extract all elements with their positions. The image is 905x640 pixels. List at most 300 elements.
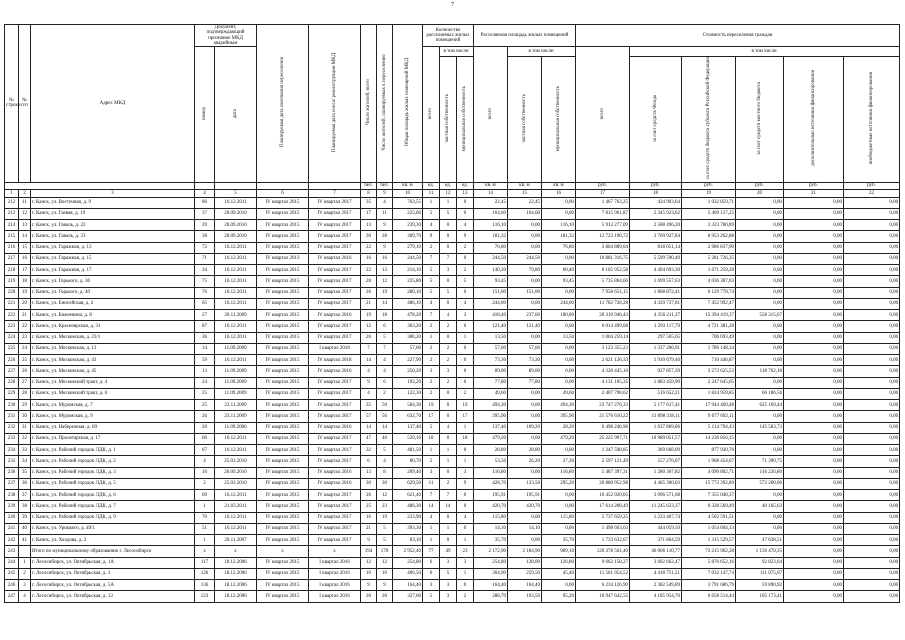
table-cell: 241 <box>5 523 19 534</box>
table-cell: IV квартал 2015 <box>257 388 309 399</box>
table-cell: г. Канск, ул. Горького, д. 40 <box>31 287 195 298</box>
table-cell: 0,00 <box>784 535 844 546</box>
table-cell: 21 <box>361 298 377 309</box>
table-cell: 1 699 557,63 <box>630 276 682 287</box>
table-cell: 20 310 946,43 <box>576 310 630 321</box>
table-cell: 195,91 <box>474 490 508 501</box>
table-cell: 0,00 <box>784 501 844 512</box>
table-row <box>5 242 900 253</box>
table-row <box>5 546 900 557</box>
table-cell: IV квартал 2015 <box>257 355 309 366</box>
table-cell: г. Канск, ул. Холдова, д. 2 <box>31 535 195 546</box>
table-cell: 73,30 <box>508 355 542 366</box>
table-cell: 215 <box>5 231 19 242</box>
table-cell: 7 958 651,15 <box>576 287 630 298</box>
table-cell: 20.11.2007 <box>215 535 257 546</box>
table-cell: x <box>257 546 309 557</box>
table-cell: 0,00 <box>542 343 576 354</box>
table-cell: 14 <box>19 231 31 242</box>
table-cell: 86 <box>195 197 215 208</box>
table-cell: 164,40 <box>508 580 542 591</box>
table-cell: 0,00 <box>784 197 844 208</box>
table-cell: г. Канск, ул. Восточная, д. 9 <box>31 197 195 208</box>
table-cell: 0,00 <box>736 208 784 219</box>
table-cell: IV квартал 2015 <box>257 220 309 231</box>
table-cell: 15 394 419,37 <box>682 310 736 321</box>
table-cell: 629,50 <box>393 478 423 489</box>
table-cell: 0 <box>440 220 457 231</box>
table-cell: 0 <box>457 580 474 591</box>
table-cell: 0,00 <box>542 377 576 388</box>
table-cell: 479,20 <box>474 433 508 444</box>
table-cell: 0,00 <box>736 343 784 354</box>
table-cell: x <box>195 546 215 557</box>
table-cell: 557 276,07 <box>630 456 682 467</box>
table-cell: 0 <box>457 197 474 208</box>
table-cell: 0,00 <box>844 287 900 298</box>
table-row <box>5 321 900 332</box>
table-cell: 181,32 <box>542 231 576 242</box>
table-cell: 0 <box>440 242 457 253</box>
table-cell: 558 315,67 <box>736 310 784 321</box>
table-cell: 3 <box>423 580 440 591</box>
table-cell: 7 <box>423 253 440 264</box>
table-cell: 16.12.2011 <box>215 355 257 366</box>
table-cell: 0,00 <box>784 490 844 501</box>
table-cell: 116 226,80 <box>736 467 784 478</box>
table-cell: 0,00 <box>784 467 844 478</box>
table-cell: 0 <box>440 467 457 478</box>
table-cell: 26 <box>361 287 377 298</box>
table-cell: 73 215 962,28 <box>682 546 736 557</box>
table-cell: 209,40 <box>393 467 423 478</box>
header-cost: Стоимость переселения граждан <box>576 25 900 47</box>
table-cell: 12 <box>377 557 393 568</box>
table-cell: 0,00 <box>844 445 900 456</box>
table-cell: 28 <box>377 231 393 242</box>
table-cell: 36 <box>195 332 215 343</box>
table-cell: 25 <box>195 388 215 399</box>
table-cell: IV квартал 2017 <box>309 242 361 253</box>
table-cell: IV квартал 2015 <box>257 310 309 321</box>
table-cell: 0,00 <box>784 231 844 242</box>
table-cell: 5 <box>377 445 393 456</box>
table-cell: 16.12.2011 <box>215 321 257 332</box>
table-cell: 5 <box>377 535 393 546</box>
table-cell: 16.12.2011 <box>215 265 257 276</box>
table-cell: 1 <box>423 445 440 456</box>
header-area-resettle: Расселяемая площадь жилых помещений <box>474 25 576 47</box>
table-cell: 0,00 <box>784 355 844 366</box>
table-cell: 67 <box>195 445 215 456</box>
table-cell: 479,20 <box>542 433 576 444</box>
header-including: в том числе: <box>440 47 474 57</box>
table-cell: 0,00 <box>844 366 900 377</box>
table-cell: 37 <box>19 490 31 501</box>
table-row <box>5 591 900 602</box>
header-subject: за счет средств бюджета субъекта Российской Федерации <box>682 57 736 183</box>
table-cell: 371 864,59 <box>630 535 682 546</box>
table-cell: 1 <box>457 568 474 579</box>
table-cell: 1 <box>423 332 440 343</box>
table-cell: 5 912 277,09 <box>576 220 630 231</box>
table-cell: 0,00 <box>508 388 542 399</box>
table-cell: 0,00 <box>736 433 784 444</box>
unit-cell <box>195 182 215 189</box>
table-cell: 11 <box>377 208 393 219</box>
table-cell: 0,00 <box>844 208 900 219</box>
table-cell: 225 <box>5 343 19 354</box>
table-cell: 72 <box>195 242 215 253</box>
table-cell: 1 <box>440 197 457 208</box>
table-cell: 5 <box>440 287 457 298</box>
table-cell: 5 114 794,43 <box>682 422 736 433</box>
table-cell: 235 <box>5 456 19 467</box>
table-cell: 0,00 <box>542 580 576 591</box>
table-cell: 25 <box>19 355 31 366</box>
table-cell: 30 <box>361 231 377 242</box>
header-municipal: муниципальная собственность <box>457 57 474 183</box>
table-cell: 14 <box>423 501 440 512</box>
header-planned-end: Планируемая дата окончания переселения <box>257 25 309 183</box>
table-cell: 5 <box>457 276 474 287</box>
header-document: Документ, подтверждающий признание МКД аварийным <box>195 25 257 47</box>
table-cell: 93,45 <box>542 276 576 287</box>
unit-cell <box>5 182 195 189</box>
table-cell: 45,40 <box>542 568 576 579</box>
table-row <box>5 478 900 489</box>
table-cell: 218 <box>5 265 19 276</box>
table-cell: 11 898 318,11 <box>630 411 682 422</box>
table-cell: 28,80 <box>508 445 542 456</box>
table-cell: 0,00 <box>844 400 900 411</box>
table-cell: 763,55 <box>393 197 423 208</box>
header-area-total2: всего <box>474 47 508 183</box>
table-cell: 486,10 <box>393 298 423 309</box>
table-cell: 0,00 <box>784 298 844 309</box>
table-cell: 4 721 381,28 <box>682 321 736 332</box>
table-cell: 9 <box>361 377 377 388</box>
table-cell: г. Канск, ул. Московская, д. 23/1 <box>31 332 195 343</box>
table-cell: IV квартал 2017 <box>309 265 361 276</box>
table-cell: 1 <box>19 557 31 568</box>
table-cell: 128,00 <box>508 557 542 568</box>
table-cell: 180,80 <box>542 310 576 321</box>
table-cell: 10 947 642,55 <box>576 591 630 602</box>
table-cell: 164,40 <box>474 580 508 591</box>
table-cell: 227 <box>5 366 19 377</box>
table-cell: 40 165,63 <box>736 501 784 512</box>
table-cell: 7 355 048,37 <box>682 490 736 501</box>
table-cell: 14 <box>361 355 377 366</box>
table-cell: 27 <box>195 310 215 321</box>
column-number: 5 <box>215 189 257 197</box>
column-number: 19 <box>682 189 736 197</box>
table-cell: 0,00 <box>542 445 576 456</box>
table-row <box>5 512 900 523</box>
table-cell: 19 <box>377 512 393 523</box>
table-cell: 217 <box>5 253 19 264</box>
table-cell: IV квартал 2015 <box>257 231 309 242</box>
table-cell: 9 <box>361 535 377 546</box>
table-cell: 428,70 <box>474 478 508 489</box>
table-cell: 0,00 <box>736 242 784 253</box>
header-planned-demolish: Планируемая дата сноса/ реконструкции МКД <box>309 25 361 183</box>
table-cell: I квартал 2016 <box>309 591 361 602</box>
table-cell: 16.12.2011 <box>215 253 257 264</box>
unit-cell: ед. <box>457 182 474 189</box>
table-cell: 25.03.2010 <box>215 478 257 489</box>
table-cell: 0,00 <box>736 355 784 366</box>
table-cell: 60,40 <box>542 265 576 276</box>
table-cell: 5 <box>423 591 440 602</box>
table-cell: 0,00 <box>784 253 844 264</box>
table-cell: 0,00 <box>736 512 784 523</box>
table-cell: 16 <box>361 253 377 264</box>
table-cell: г. Канск, ул. Рабочий городок ЛДК, д. 3 <box>31 467 195 478</box>
table-cell: г. Лесосибирск, ул. Октябрьская, д. 1А <box>31 557 195 568</box>
table-cell: IV квартал 2016 <box>309 253 361 264</box>
table-cell: 434 903,64 <box>630 197 682 208</box>
table-cell: 0,00 <box>736 321 784 332</box>
table-cell: 7 452 992,47 <box>682 298 736 309</box>
table-cell: 1 883 459,90 <box>630 377 682 388</box>
table-cell: 0,00 <box>844 332 900 343</box>
column-number: 12 <box>440 189 457 197</box>
table-cell: IV квартал 2017 <box>309 231 361 242</box>
table-cell: 8 <box>377 467 393 478</box>
table-cell: 1 <box>440 445 457 456</box>
unit-cell: руб. <box>682 182 736 189</box>
table-row <box>5 422 900 433</box>
table-cell: 0,00 <box>508 242 542 253</box>
table-cell: 0,00 <box>784 546 844 557</box>
table-cell: 2 621 126,33 <box>576 355 630 366</box>
table-cell: IV квартал 2016 <box>309 478 361 489</box>
header-area-total: Общая площадь жилых помещений МКД <box>393 25 423 183</box>
table-cell: 9 <box>423 231 440 242</box>
table-cell: 105 173,41 <box>736 591 784 602</box>
table-cell: 16 <box>19 253 31 264</box>
table-cell: 877 930,76 <box>682 445 736 456</box>
table-cell: 1 032 859,71 <box>682 197 736 208</box>
table-row <box>5 310 900 321</box>
table-cell: 6 658 514,44 <box>682 591 736 602</box>
table-cell: 0,00 <box>784 433 844 444</box>
table-cell: 0,00 <box>736 220 784 231</box>
table-cell: 18 <box>457 433 474 444</box>
table-cell: 18.12.2006 <box>215 580 257 591</box>
table-cell: 109,20 <box>508 422 542 433</box>
table-cell: IV квартал 2017 <box>309 501 361 512</box>
table-cell: 0,00 <box>508 220 542 231</box>
table-cell: 115,80 <box>474 512 508 523</box>
table-cell: 0,00 <box>736 276 784 287</box>
table-cell: 2 407 798,62 <box>576 388 630 399</box>
table-cell: IV квартал 2015 <box>257 400 309 411</box>
table-cell: 3 273 625,53 <box>682 366 736 377</box>
table-cell: IV квартал 2015 <box>257 366 309 377</box>
table-row <box>5 557 900 568</box>
table-cell: 34 <box>19 456 31 467</box>
table-cell: 116,80 <box>542 467 576 478</box>
table-cell: 236 <box>5 467 19 478</box>
unit-cell: кв. м <box>393 182 423 189</box>
column-number: 6 <box>257 189 309 197</box>
table-cell: 0,00 <box>844 310 900 321</box>
table-cell: IV квартал 2017 <box>309 197 361 208</box>
table-cell: 126,80 <box>542 557 576 568</box>
table-cell: 20 <box>195 422 215 433</box>
table-cell: 2 588 496,20 <box>630 220 682 231</box>
table-cell: IV квартал 2015 <box>257 298 309 309</box>
table-cell: 15 <box>19 242 31 253</box>
table-row <box>5 501 900 512</box>
table-cell: IV квартал 2015 <box>257 535 309 546</box>
table-cell: 29 <box>19 400 31 411</box>
table-cell: 0,00 <box>508 411 542 422</box>
table-cell: 192,20 <box>393 377 423 388</box>
table-cell: 1 004 259,14 <box>576 332 630 343</box>
table-cell: 572 260,06 <box>736 478 784 489</box>
table-cell: 230 <box>5 400 19 411</box>
table-cell: г. Канск, ул. Рабочий городок ЛДК, д. 5 <box>31 478 195 489</box>
table-cell: 37 <box>195 208 215 219</box>
table-cell: г. Канск, ул. Енисейская, д. 2 <box>31 298 195 309</box>
table-cell: IV квартал 2017 <box>309 456 361 467</box>
table-cell: 1 <box>423 523 440 534</box>
header-rooms-count: Количество расселяемых жилых помещений <box>423 25 474 47</box>
table-cell: 4 <box>377 355 393 366</box>
column-number: 10 <box>393 189 423 197</box>
table-cell: IV квартал 2015 <box>257 591 309 602</box>
table-cell: 4 131 105,35 <box>576 377 630 388</box>
table-cell: 4 185 954,70 <box>630 591 682 602</box>
header-doc-number: номер <box>195 47 215 183</box>
column-number: 2 <box>19 189 31 197</box>
column-number: 18 <box>630 189 682 197</box>
table-cell: 69 <box>195 490 215 501</box>
table-cell: 444 059,50 <box>630 523 682 534</box>
table-cell: 4 036 307,03 <box>682 276 736 287</box>
table-cell: 309,70 <box>393 231 423 242</box>
table-cell: 0,00 <box>784 512 844 523</box>
table-cell: 297 565,65 <box>630 332 682 343</box>
table-cell: 3 123 355,23 <box>576 343 630 354</box>
table-cell: 494,30 <box>542 400 576 411</box>
table-cell: 151,00 <box>474 287 508 298</box>
table-cell: 0,00 <box>508 231 542 242</box>
table-cell: 0,00 <box>784 388 844 399</box>
table-cell: 57,60 <box>393 343 423 354</box>
table-cell: 395,90 <box>542 411 576 422</box>
table-cell: 18.12.2006 <box>215 557 257 568</box>
table-cell: IV квартал 2018 <box>309 355 361 366</box>
table-cell: 18 <box>19 276 31 287</box>
table-cell: 40 <box>19 523 31 534</box>
table-cell: IV квартал 2017 <box>309 445 361 456</box>
table-row <box>5 253 900 264</box>
table-cell: 11 782 728,28 <box>576 298 630 309</box>
table-cell: 5 487 397,31 <box>576 467 630 478</box>
table-cell: IV квартал 2017 <box>309 321 361 332</box>
table-cell: 239 <box>5 501 19 512</box>
table-cell: IV квартал 2015 <box>257 332 309 343</box>
table-cell: 77,80 <box>474 377 508 388</box>
table-cell: 237,60 <box>508 310 542 321</box>
table-cell: IV квартал 2017 <box>309 512 361 523</box>
table-cell: 38 <box>195 231 215 242</box>
table-cell: 0,00 <box>784 276 844 287</box>
table-cell: IV квартал 2017 <box>309 377 361 388</box>
table-cell: 25.03.2010 <box>215 456 257 467</box>
table-cell: 34 <box>195 265 215 276</box>
table-cell: 28 <box>361 276 377 287</box>
table-cell: IV квартал 2017 <box>309 332 361 343</box>
table-cell: 137,40 <box>474 422 508 433</box>
unit-cell: ед. <box>423 182 440 189</box>
table-cell: 9 <box>377 220 393 231</box>
table-cell: 6 <box>377 377 393 388</box>
table-cell: 164,40 <box>393 580 423 591</box>
table-cell: 89,00 <box>474 366 508 377</box>
table-cell: 259,50 <box>508 568 542 579</box>
table-row <box>5 197 900 208</box>
table-cell: 9 <box>457 478 474 489</box>
table-cell: 4 <box>457 220 474 231</box>
table-cell: 6 498 246,96 <box>576 422 630 433</box>
table-cell: 4 <box>19 591 31 602</box>
table-cell: 0,00 <box>736 197 784 208</box>
table-cell: 4 418 751,51 <box>630 568 682 579</box>
table-cell: 0,00 <box>508 433 542 444</box>
table-cell: 59 890,92 <box>736 580 784 591</box>
table-cell: г. Канск, ул. Рабочий городок ЛДК, д. 1 <box>31 445 195 456</box>
table-cell: 17 614 288,49 <box>576 501 630 512</box>
column-number: 16 <box>542 189 576 197</box>
table-cell: 115,80 <box>542 512 576 523</box>
table-cell: 244 <box>5 557 19 568</box>
table-cell: 28,80 <box>474 445 508 456</box>
table-cell: г. Канск, ул. Рабочий городок ЛДК, д. 7 <box>31 501 195 512</box>
table-cell: 1 733 632,67 <box>576 535 630 546</box>
table-cell: 1 293 117,79 <box>630 321 682 332</box>
table-cell: 0 <box>457 355 474 366</box>
table-cell: 0,00 <box>844 490 900 501</box>
table-cell: 3 <box>440 557 457 568</box>
table-cell: 47 <box>361 433 377 444</box>
table-cell: 164,60 <box>474 208 508 219</box>
table-cell: 1 337 206,91 <box>630 343 682 354</box>
table-cell: 0,00 <box>542 490 576 501</box>
table-cell: 20.09.2010 <box>215 231 257 242</box>
table-cell: 12 <box>377 490 393 501</box>
table-cell: 2 <box>377 388 393 399</box>
table-cell: 0 <box>440 276 457 287</box>
table-cell: 73,30 <box>474 355 508 366</box>
unit-cell: кв. м <box>474 182 508 189</box>
table-cell: 49,60 <box>542 388 576 399</box>
table-cell: 220 <box>5 287 19 298</box>
table-row <box>5 523 900 534</box>
table-cell: 0 <box>457 343 474 354</box>
table-cell: 16.12.2011 <box>215 512 257 523</box>
table-cell: 3 602 662,47 <box>630 557 682 568</box>
table-cell: 13 <box>195 366 215 377</box>
table-cell: 244,00 <box>474 298 508 309</box>
table-cell: 243 <box>5 546 19 557</box>
table-cell: 13 <box>19 220 31 231</box>
